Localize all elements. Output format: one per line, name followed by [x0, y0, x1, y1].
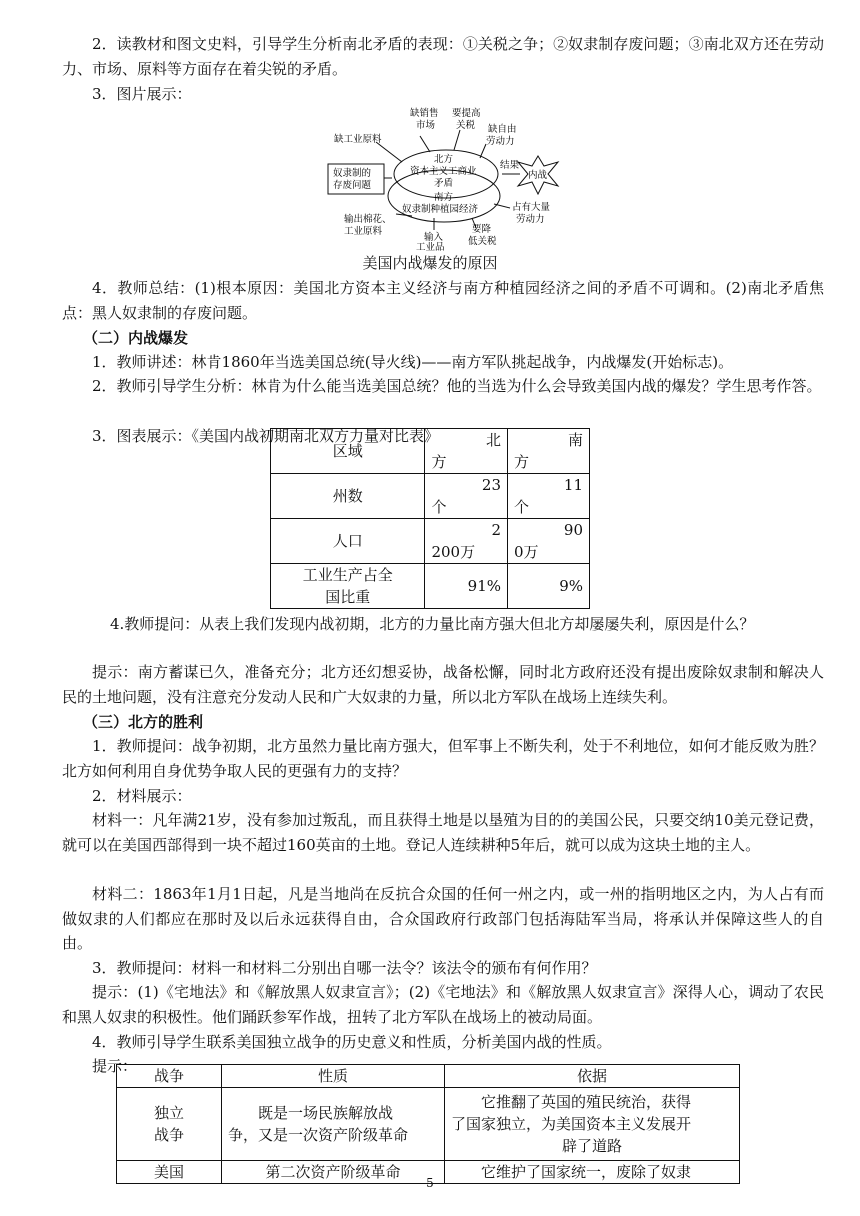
cell-north-states: 23 个: [425, 474, 508, 519]
header-war: 战争: [117, 1065, 222, 1088]
row-industry: 工业生产占全 国比重: [271, 564, 425, 609]
page-number: 5: [426, 1176, 434, 1190]
war-nature-table: [116, 1064, 740, 1184]
label-war: 内战: [528, 170, 548, 181]
label-conflict: 矛盾: [434, 178, 454, 189]
paragraph-lincoln-election: 1．教师讲述：林肯1860年当选美国总统(导火线)——南方军队挑起战争，内战爆发(开始标志)。: [92, 353, 734, 371]
label-slavery-b: 存废问题: [333, 180, 372, 191]
section-title-north-victory: （三）北方的胜利: [83, 713, 204, 731]
table-row: [117, 1065, 740, 1088]
label-s2b: 工业品: [416, 242, 445, 252]
row-states: 州数: [271, 474, 425, 519]
label-south: 南方: [434, 192, 454, 203]
header-north: 北 方: [425, 429, 508, 474]
table-row: [271, 474, 590, 519]
paragraph-law-question: 3．教师提问：材料一和材料二分别出自哪一法令？该法令的颁布有何作用？: [92, 959, 597, 977]
label-s4b: 劳动力: [516, 214, 545, 225]
label-n1: 缺销售: [410, 108, 439, 119]
header-region: 区域: [271, 429, 425, 474]
label-s1: 输出棉花、: [344, 214, 392, 225]
table-row: [117, 1088, 740, 1161]
paragraph-table-display: 3．图表展示：《美国内战初期南北双方力量对比表》: [92, 427, 440, 445]
cell-independence-nature: 既是一场民族解放战 争，又是一次资产阶级革命: [222, 1088, 445, 1161]
paragraph-material-two: 材料二：1863年1月1日起，凡是当地尚在反抗合众国的任何一州之内，或一州的指明地区之内，为人占有而做奴隶的人们都应在那时及以后永远获得自由，合众国政府行政部门包括海陆军当局，将承认并保障这些人的自由。: [62, 885, 824, 952]
header-south: 南 方: [508, 429, 590, 474]
paragraph-contradiction-analysis: 2．读教材和图文史料，引导学生分析南北矛盾的表现：①关税之争；②奴隶制存废问题；③南北双方还在劳动力、市场、原料等方面存在着尖锐的矛盾。: [62, 35, 824, 78]
label-north-sub: 资本主义工商业: [410, 166, 477, 177]
header-nature: 性质: [222, 1065, 445, 1088]
label-n4: 缺工业原料: [334, 134, 382, 145]
header-basis: 依据: [445, 1065, 740, 1088]
cell-north-population: 2 200万: [425, 519, 508, 564]
paragraph-hint-laws: 提示：(1)《宅地法》和《解放黑人奴隶宣言》；(2)《宅地法》和《解放黑人奴隶宣言》深得人心，调动了农民和黑人奴隶的积极性。他们踊跃参军作战，扭转了北方军队在战场上的被动局面。: [62, 983, 824, 1026]
label-s3b: 低关税: [468, 236, 497, 247]
cell-south-industry: 9%: [508, 564, 590, 609]
label-s2: 输入: [424, 232, 444, 243]
label-n2: 要提高: [452, 108, 481, 119]
table-row: [271, 564, 590, 609]
label-south-sub: 奴隶制种植园经济: [402, 204, 479, 215]
cell-south-states: 11 个: [508, 474, 590, 519]
strength-comparison-table: [270, 428, 590, 609]
table-row: [271, 429, 590, 474]
label-n2b: 关税: [456, 120, 476, 131]
cell-civil-war: 美国: [117, 1161, 222, 1184]
cell-north-industry: 91%: [425, 564, 508, 609]
paragraph-turnaround-question: 1．教师提问：战争初期，北方虽然力量比南方强大，但军事上不断失利，处于不利地位，如何才能反败为胜？北方如何利用自身优势争取人民的更强有力的支持？: [62, 737, 824, 780]
paragraph-material-one: 材料一：凡年满21岁，没有参加过叛乱，而且获得土地是以垦殖为目的的美国公民，只要交纳10美元登记费，就可以在美国西部得到一块不超过160英亩的土地。登记人连续耕种5年后，就可以成为这块土地的主人。: [62, 811, 824, 854]
paragraph-hint-failure: 提示：南方蓄谋已久，准备充分；北方还幻想妥协，战备松懈，同时北方政府还没有提出废除奴隶制和解决人民的土地问题，没有注意充分发动人民和广大奴隶的力量，所以北方军队在战场上连续失利。: [62, 663, 824, 706]
war-causes-diagram: [326, 106, 566, 252]
label-n1b: 市场: [416, 120, 436, 131]
cell-south-population: 90 0万: [508, 519, 590, 564]
cell-independence-basis: 它推翻了英国的殖民统治，获得 了国家独立，为美国资本主义发展开 辟了道路: [445, 1088, 740, 1161]
label-result: 结果: [500, 160, 520, 171]
paragraph-teacher-question: 4.教师提问：从表上我们发现内战初期，北方的力量比南方强大但北方却屡屡失利，原因是什么？: [110, 615, 755, 633]
label-s4: 占有大量: [512, 202, 551, 213]
paragraph-material-display: 2．材料展示：: [92, 787, 192, 805]
row-population: 人口: [271, 519, 425, 564]
paragraph-hint-label: 提示：: [92, 1057, 138, 1075]
table-row: [271, 519, 590, 564]
label-n3b: 劳动力: [486, 136, 515, 147]
diagram-caption: 美国内战爆发的原因: [362, 254, 498, 272]
paragraph-nature-analysis: 4．教师引导学生联系美国独立战争的历史意义和性质，分析美国内战的性质。: [92, 1033, 612, 1051]
label-s3: 要降: [472, 224, 492, 235]
label-north: 北方: [434, 154, 454, 165]
section-title-war-outbreak: （二）内战爆发: [83, 329, 189, 347]
cell-independence-war: 独立 战争: [117, 1088, 222, 1161]
cell-civil-basis: 它维护了国家统一，废除了奴隶: [445, 1161, 740, 1184]
paragraph-lincoln-analysis: 2．教师引导学生分析：林肯为什么能当选美国总统？他的当选为什么会导致美国内战的爆发？学生思考作答。: [92, 377, 822, 395]
label-n3: 缺自由: [488, 124, 517, 135]
paragraph-teacher-summary: 4．教师总结：(1)根本原因：美国北方资本主义经济与南方种植园经济之间的矛盾不可调和。(2)南北矛盾焦点：黑人奴隶制的存废问题。: [62, 279, 824, 322]
label-s1b: 工业原料: [344, 226, 383, 237]
cell-civil-nature: 第二次资产阶级革命: [222, 1161, 445, 1184]
label-slavery: 奴隶制的: [333, 168, 372, 179]
paragraph-image-display: 3．图片展示：: [92, 85, 192, 103]
